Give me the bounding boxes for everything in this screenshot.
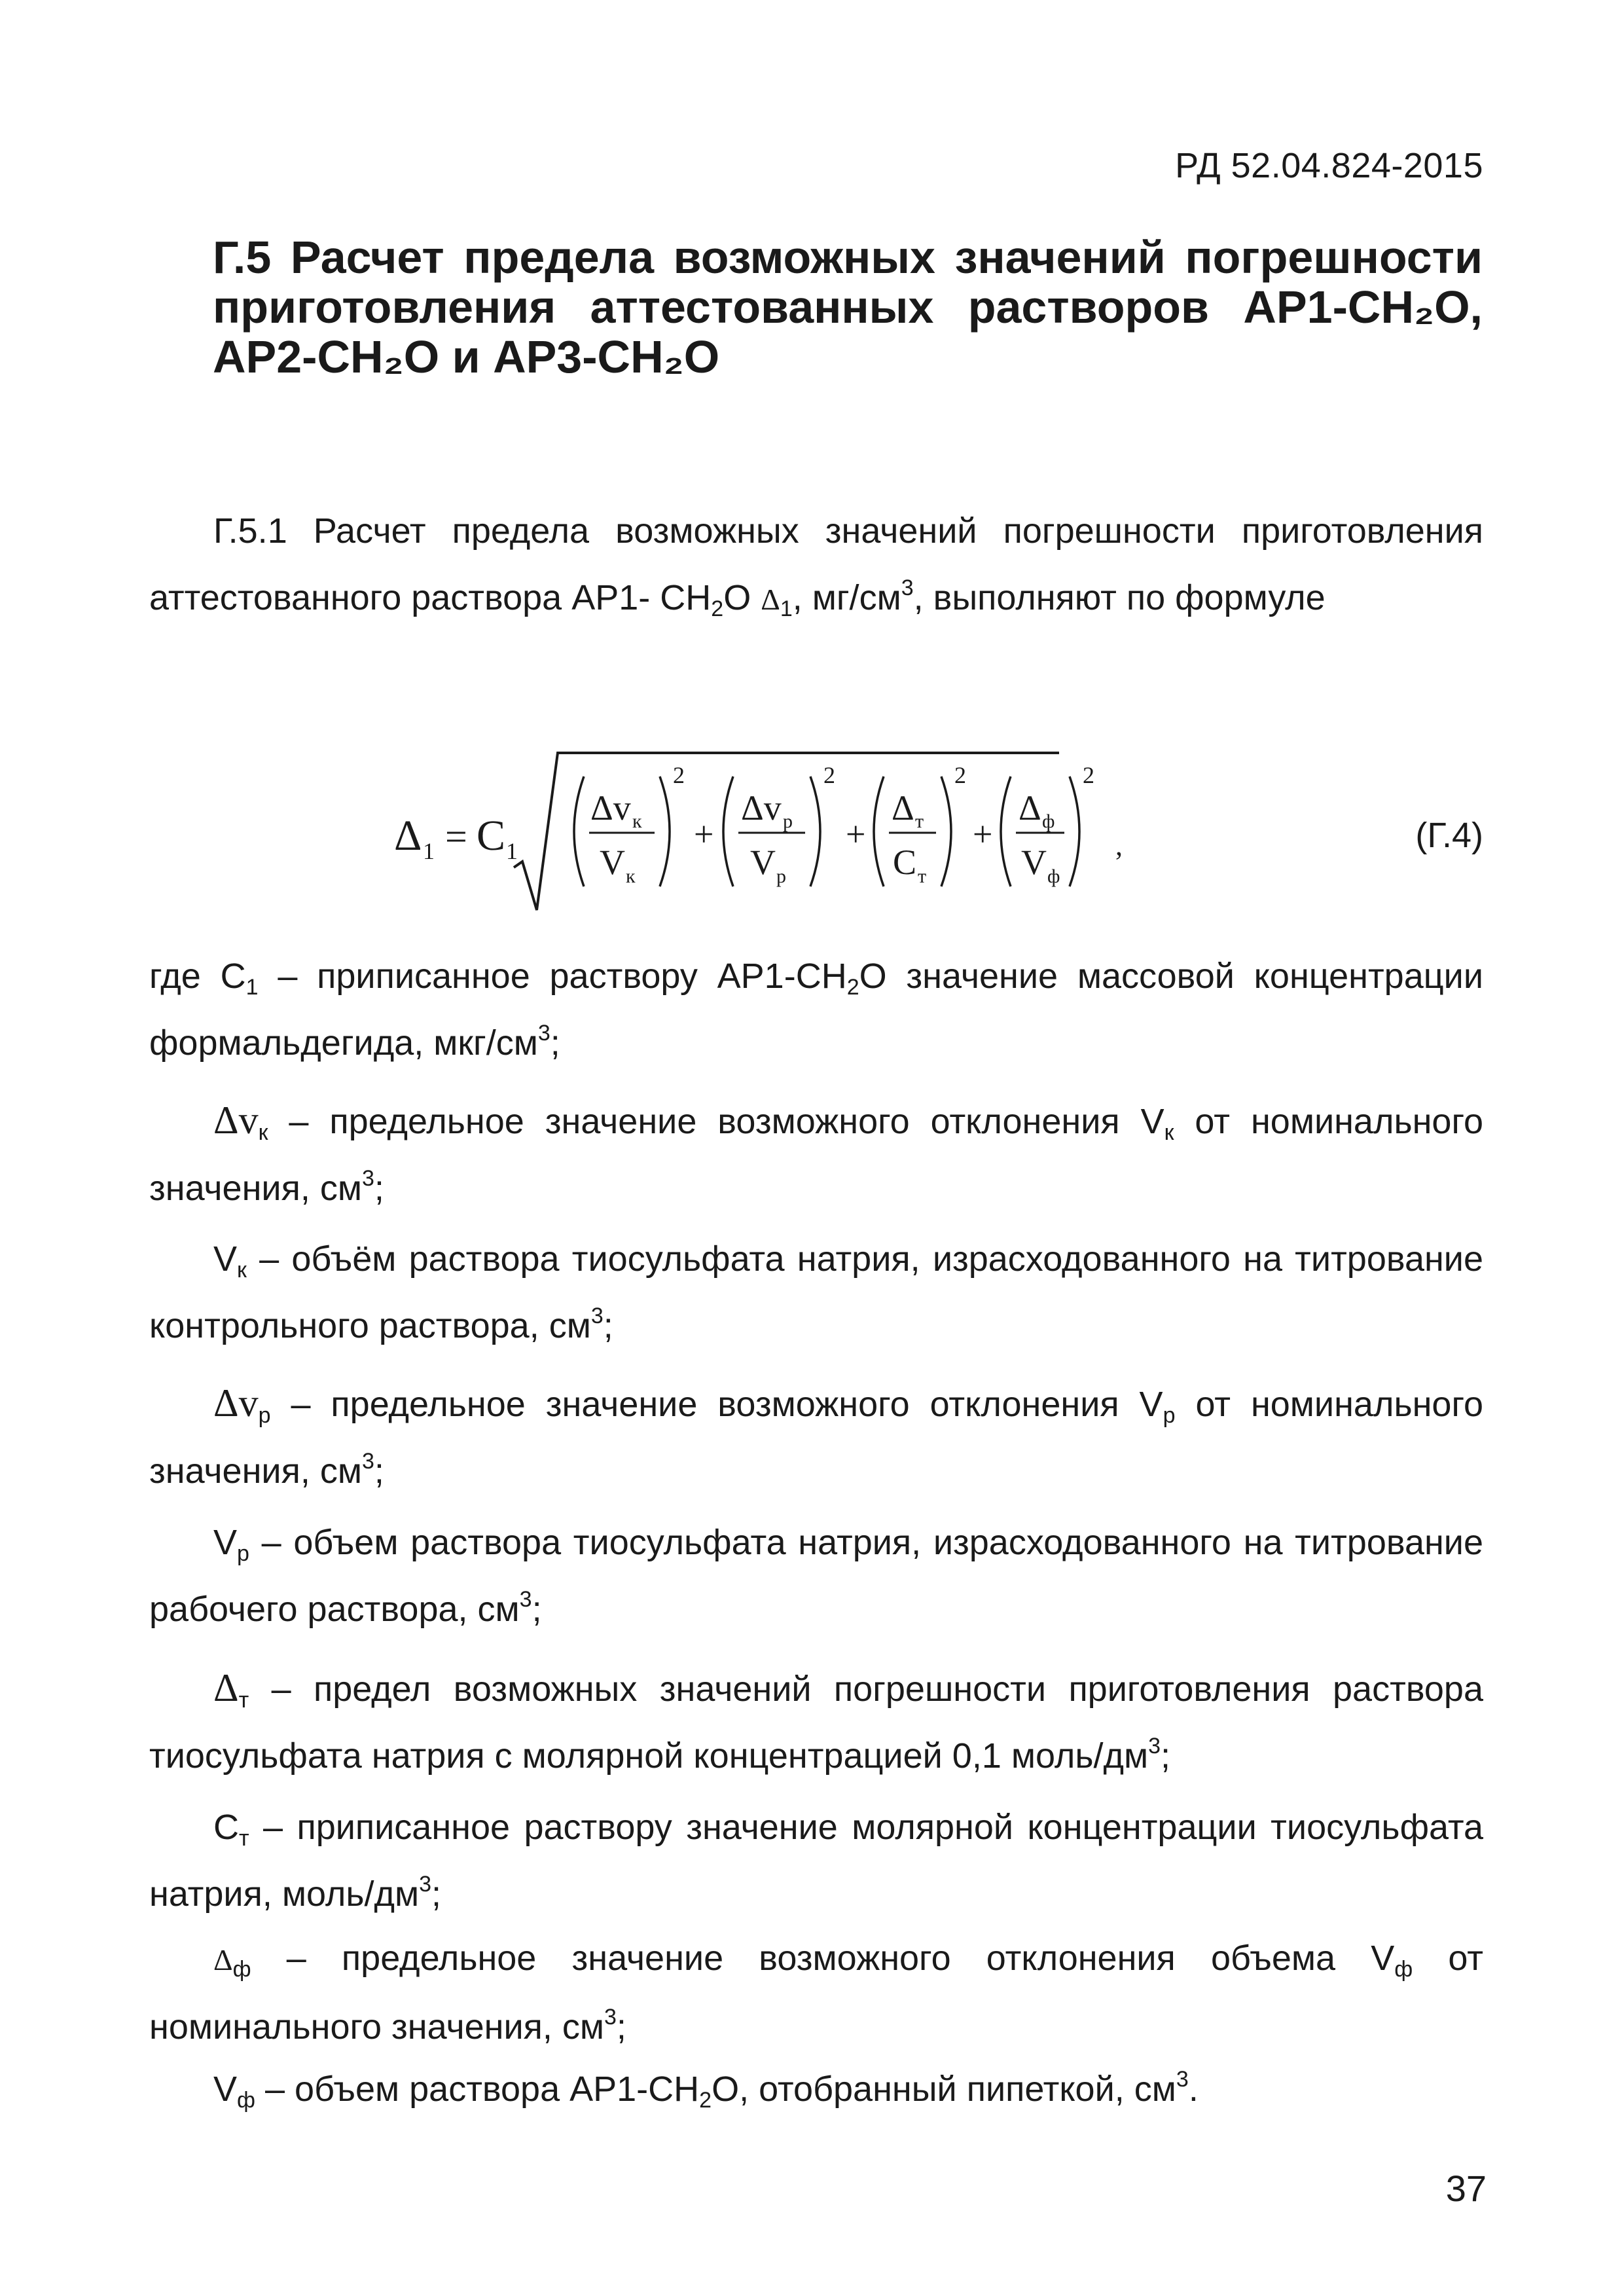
definition-ct: $C_т$ – приписанное раствору значение молярной концентрации тиосульфата натрия, моль/$дм^3$;	[149, 1808, 1483, 1914]
term4-denominator: V	[1021, 843, 1047, 882]
page-number: 37	[1445, 2168, 1487, 2209]
term4-denominator-index: ф	[1047, 866, 1060, 887]
definition-vf: $V_ф$ – объем раствора $АР1-CH_2O$, отобранный пипеткой, $см^3$.	[213, 2067, 1199, 2113]
term4-power: 2	[1083, 762, 1094, 788]
definition-c1: где $C_1$ – приписанное раствору $АР1-CH_2O$ значение массовой концентрации формальдегида, мкг/$см^3$;	[149, 957, 1484, 1063]
term4-left-paren	[1001, 776, 1011, 886]
definition-vp: $V_р$ – объем раствора тиосульфата натрия, израсходованного на титрование рабочего раствора, $см^3$;	[149, 1523, 1483, 1629]
term4-numerator: Δ	[1019, 788, 1041, 828]
formula-lhs-symbol: Δ	[394, 812, 422, 860]
formula-coef-symbol: C	[477, 812, 506, 860]
formula-svg	[380, 733, 1165, 923]
definition-df: $\Delta_ф$ – предельное значение возможного отклонения объема $V_ф$ от номинального значения, $см^3$;	[149, 1939, 1483, 2047]
term3-denominator: C	[893, 843, 917, 882]
plus-3: +	[973, 814, 993, 854]
definition-dt: $\Delta_т$ – предел возможных значений погрешности приготовления раствора тиосульфата натрия с молярной концентрацией 0,1 моль/$дм^3$;	[149, 1666, 1483, 1776]
term4-right-paren	[1070, 776, 1079, 886]
delta-symbol: Δ	[761, 583, 780, 616]
term3-numerator: Δ	[892, 788, 914, 828]
definition-dvp: $\Delta v_р$ – предельное значение возможного отклонения $V_р$ от номинального значения, $см^3$;	[149, 1381, 1483, 1491]
term1-left-paren	[574, 776, 584, 886]
term2-left-paren	[723, 776, 733, 886]
term4-numerator-index: ф	[1042, 811, 1055, 832]
formula-equals: =	[445, 815, 467, 858]
term1-numerator: Δv	[590, 788, 631, 828]
term1-power: 2	[673, 762, 685, 788]
term2-power: 2	[823, 762, 835, 788]
term2-denominator: V	[750, 843, 776, 882]
term2-right-paren	[810, 776, 820, 886]
intro-paragraph: Г.5.1 Расчет предела возможных значений погрешности приготовления аттестованного раствора АР1- $CH_2O$ $\Delta_1$, $мг/см^3$, выполняют по формуле	[149, 511, 1483, 621]
formula-comma: ,	[1115, 829, 1123, 862]
document-code: РД 52.04.824-2015	[1175, 146, 1483, 185]
term1-denominator-index: к	[626, 866, 636, 887]
definition-vk: $V_к$ – объём раствора тиосульфата натрия, израсходованного на титрование контрольного раствора, $см^3$;	[149, 1239, 1483, 1345]
formula-number: (Г.4)	[1415, 816, 1483, 855]
formula-lhs-index: 1	[423, 838, 435, 864]
term2-denominator-index: р	[776, 866, 786, 887]
term2-numerator-index: р	[783, 811, 793, 832]
plus-1: +	[694, 814, 714, 854]
term1-denominator: V	[600, 843, 625, 882]
term1-numerator-index: к	[632, 811, 642, 832]
term3-right-paren	[941, 776, 951, 886]
section-title: Г.5 Расчет предела возможных значений погрешности приготовления аттестованных растворов АР1-CH₂O, АР2-CH₂O и АР3-CH₂O	[213, 232, 1483, 382]
term3-left-paren	[874, 776, 884, 886]
formula-coef-index: 1	[506, 838, 518, 864]
term3-numerator-index: т	[915, 811, 924, 832]
term2-numerator: Δv	[741, 788, 782, 828]
term3-power: 2	[954, 762, 966, 788]
term3-denominator-index: т	[918, 866, 927, 887]
definition-dvk: $\Delta v_к$ – предельное значение возможного отклонения $V_к$ от номинального значения, $см^3$;	[149, 1099, 1483, 1208]
term1-right-paren	[660, 776, 670, 886]
formula-g4	[380, 733, 1165, 923]
plus-2: +	[846, 814, 866, 854]
